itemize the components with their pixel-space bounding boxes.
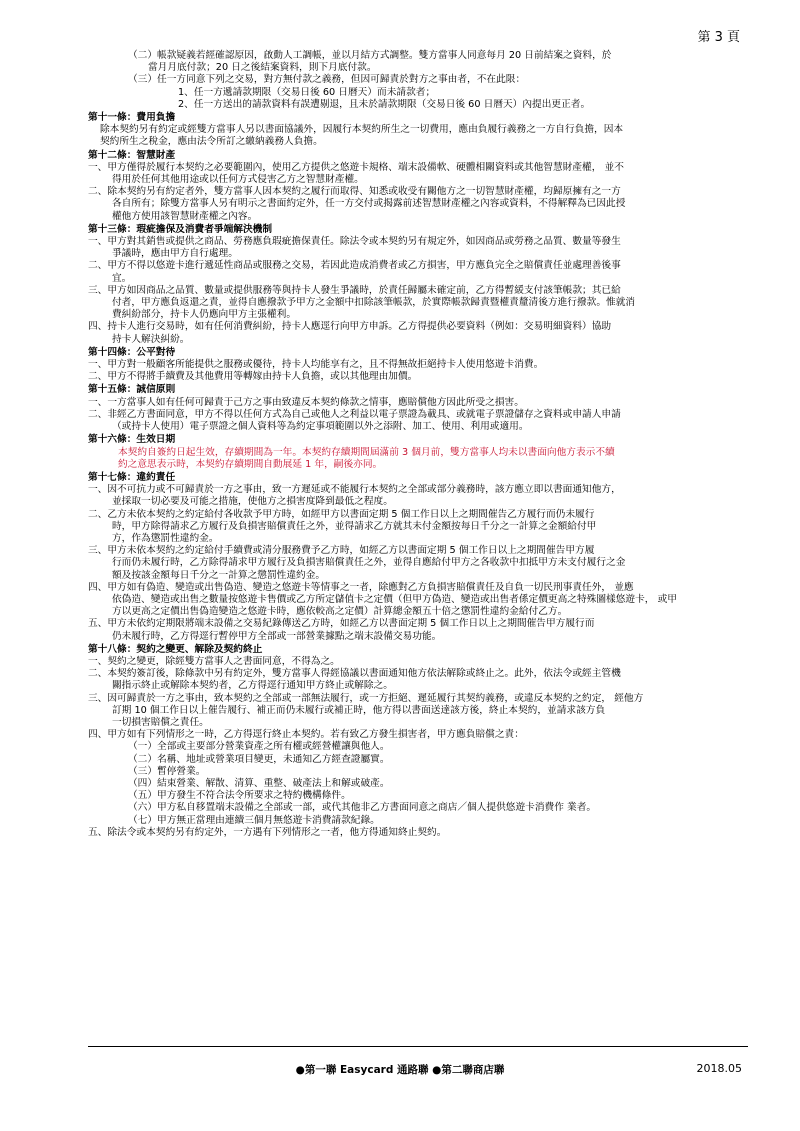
text-line: （六）甲方私自移置端末設備之全部或一部，或代其他非乙方書面同意之商店／個人提供悠遊卡消費作 業者。 bbox=[128, 802, 597, 814]
text-line: 2、任一方送出的請款資料有誤遭剔退，且未於請款期限（交易日後 60 日曆天）內提出更正者。 bbox=[178, 98, 591, 110]
text-line: 當月月底付款；20 日之後結案資料，則下月底付款。 bbox=[148, 62, 377, 74]
page-number: 第 3 頁 bbox=[697, 30, 740, 45]
text-line: 一、契約之變更，除經雙方當事人之書面同意，不得為之。 bbox=[88, 655, 340, 667]
text-line: 時，甲方除得請求乙方履行及負損害賠償責任之外，並得請求乙方就其未付金額按每日千分之一計算之金額給付甲 bbox=[112, 520, 597, 532]
text-line: 費糾紛部分，持卡人仍應向甲方主張權利。 bbox=[112, 309, 297, 321]
article-heading: 第十八條：契約之變更、解除及契約終止 bbox=[88, 643, 263, 655]
text-line: （四）結束營業、解散、清算、重整、破產法上和解或破產。 bbox=[128, 777, 390, 789]
text-line: 依偽造、變造或出售之數量按悠遊卡售價或乙方所定儲值卡之定價（但甲方偽造、變造或出售者係定價更高之特殊圖樣悠遊卡， 或甲 bbox=[112, 593, 677, 605]
text-line: （二）名稱、地址或營業項目變更，未通知乙方經查證屬實。 bbox=[128, 753, 390, 765]
contract-body bbox=[88, 50, 748, 839]
text-line: 二、乙方未依本契約之約定給付各收款予甲方時，如經甲方以書面定期 5 個工作日以上之期間催告乙方履行而仍未履行 bbox=[88, 508, 595, 520]
footer-copies: ●第一聯 Easycard 通路聯 ●第二聯商店聯 bbox=[295, 1064, 505, 1076]
article-heading: 第十三條：瑕疵擔保及消費者爭端解決機制 bbox=[88, 223, 273, 235]
text-line: 宜。 bbox=[112, 272, 132, 284]
text-line: 行而仍未履行時，乙方除得請求甲方履行及負損害賠償責任之外，並得自應給付甲方之各收款中扣抵甲方未支付履行之金 bbox=[112, 557, 626, 569]
article-heading: 第十四條：公平對待 bbox=[88, 346, 176, 358]
text-line: 1、任一方遞請款期限（交易日後 60 日曆天）而未請款者； bbox=[178, 86, 436, 98]
text-line: 四、甲方如有偽造、變造或出售偽造、變造之悠遊卡等情事之一者，除應對乙方負損害賠償責任及自負一切民刑事責任外， 並應 bbox=[88, 581, 634, 593]
text-line: 方以更高之定價出售偽造變造之悠遊卡時，應依較高之定價）計算總金額五十倍之懲罰性違約金給付乙方。 bbox=[112, 606, 568, 618]
text-line: 一、甲方對其銷售或提供之商品、勞務應負瑕疵擔保責任。除法令或本契約另有規定外，如因商品或勞務之品質、數量等發生 bbox=[88, 236, 621, 248]
text-line: 權他方使用該智慧財產權之內容。 bbox=[112, 210, 258, 222]
article-heading: 第十一條：費用負擔 bbox=[88, 112, 176, 124]
text-line: 一、一方當事人如有任何可歸責于己方之事由致違反本契約條款之情事，應賠償他方因此所受之損害。 bbox=[88, 396, 524, 408]
text-line: （或持卡人使用）電子票證之個人資料等為約定事項範圍以外之添附、加工、使用、利用或適用。 bbox=[112, 421, 529, 433]
footer-divider bbox=[88, 1046, 748, 1047]
text-line: 三、因可歸責於一方之事由，致本契約之全部或一部無法履行，或一方拒絕、遲延履行其契約義務，或違反本契約之約定， 經他方 bbox=[88, 692, 644, 704]
text-line: 一、甲方僅得於履行本契約之必要範圍內，使用乙方提供之悠遊卡規格、端末設備軟、硬體相關資料或其他智慧財產權， 並不 bbox=[88, 161, 624, 173]
text-line: （一）全部或主要部分營業資產之所有權或經營權讓與他人。 bbox=[128, 741, 390, 753]
article-heading: 第十六條：生效日期 bbox=[88, 434, 176, 446]
article-heading: 第十二條：智慧財產 bbox=[88, 149, 176, 161]
text-line: 一、因不可抗力或不可歸責於一方之事由，致一方遲延或不能履行本契約之全部或部分義務時，該方應立即以書面通知他方， bbox=[88, 484, 621, 496]
text-line: 並採取一切必要及可能之措施，使他方之損害度降到最低之程度。 bbox=[112, 496, 393, 508]
article-heading: 第十七條：違約責任 bbox=[88, 471, 176, 483]
text-line: 四、甲方如有下列情形之一時，乙方得逕行終止本契約。若有致乙方發生損害者，甲方應負賠償之責： bbox=[88, 729, 524, 741]
text-line: 各自所有；除雙方當事人另有明示之書面約定外，任一方交付或揭露前述智慧財產權之內容或資料，不得解釋為已因此授 bbox=[112, 198, 626, 210]
text-line: 訂期 10 個工作日以上催告履行、補正而仍未履行或補正時，他方得以書面送達該方後，終止本契約，並請求該方負 bbox=[112, 704, 606, 716]
text-line: 一、甲方對一般顧客所能提供之服務或優待，持卡人均能享有之，且不得無故拒絕持卡人使用悠遊卡消費。 bbox=[88, 359, 544, 371]
text-line: 五、除法令或本契約另有約定外，一方遇有下列情形之一者，他方得通知終止契約。 bbox=[88, 826, 447, 838]
text-line: 爭議時，應由甲方自行處理。 bbox=[112, 248, 238, 260]
text-line: 五、甲方未依約定期限將端末設備之交易紀錄傳送乙方時，如經乙方以書面定期 5 個工作日以上之期間催告甲方履行而 bbox=[88, 618, 595, 630]
text-line: （七）甲方無正當理由連續三個月無悠遊卡消費請款紀錄。 bbox=[128, 814, 380, 826]
text-line: （二）帳款疑義若經確認原因，啟動人工調帳，並以月結方式調整。雙方當事人同意每月 20 日前結案之資料，於 bbox=[128, 50, 612, 61]
text-line: 二、甲方不得將手續費及其他費用等轉嫁由持卡人負擔，或以其他理由加價。 bbox=[88, 371, 418, 383]
text-line: 三、甲方未依本契約之約定給付手續費或清分服務費予乙方時，如經乙方以書面定期 5 個工作日以上之期間催告甲方履 bbox=[88, 545, 595, 557]
text-line: 四、持卡人進行交易時，如有任何消費糾紛，持卡人應逕行向甲方申訴。乙方得提供必要資料（例如：交易明細資料）協助 bbox=[88, 321, 612, 333]
text-line: 除本契約另有約定或經雙方當事人另以書面協議外，因履行本契約所生之一切費用，應由負履行義務之一方自行負擔，因本 bbox=[100, 124, 624, 136]
text-line: 二、本契約簽訂後，除條款中另有約定外，雙方當事人得經協議以書面通知他方依法解除或終止之。此外，依法令或經主管機 bbox=[88, 668, 621, 680]
text-line: 一切損害賠償之責任。 bbox=[112, 716, 209, 728]
text-line: 契約所生之稅金，應由法令所訂之繳納義務人負擔。 bbox=[100, 136, 323, 148]
text-line: 二、除本契約另有約定者外，雙方當事人因本契約之履行而取得、知悉或收受有關他方之一切智慧財產權，均歸原擁有之一方 bbox=[88, 186, 621, 198]
text-line: 方，作為懲罰性違約金。 bbox=[112, 532, 219, 544]
text-line: 額及按該金額每日千分之一計算之懲罰性違約金。 bbox=[112, 569, 326, 581]
text-line: 持卡人解決糾紛。 bbox=[112, 333, 190, 345]
text-line: 二、甲方不得以悠遊卡進行遞延性商品或服務之交易，若因此造成消費者或乙方損害，甲方應負完全之賠償責任並處理善後事 bbox=[88, 260, 621, 272]
text-line: 約之意思表示時，本契約存續期間自動展延 1 年，嗣後亦同。 bbox=[118, 458, 383, 470]
article-heading: 第十五條：誠信原則 bbox=[88, 384, 176, 396]
text-line: 得用於任何其他用途或以任何方式侵害乙方之智慧財產權。 bbox=[112, 174, 364, 186]
text-line: 仍未履行時，乙方得逕行暫停甲方全部或一部營業據點之端末設備交易功能。 bbox=[112, 630, 442, 642]
text-line: （五）甲方發生不符合法令所要求之特約機構條件。 bbox=[128, 790, 351, 802]
footer-date: 2018.05 bbox=[696, 1062, 742, 1075]
text-line: 關指示終止或解除本契約者，乙方得逕行通知甲方終止或解除之。 bbox=[112, 680, 393, 692]
text-line: 付者，甲方應負返還之責，並得自應撥款予甲方之金額中扣除該筆帳款，於實際帳款歸責暨權責釐清後方進行撥款。惟就消 bbox=[112, 297, 636, 309]
text-line: 三、甲方如因商品之品質、數量或提供服務等與持卡人發生爭議時，於責任歸屬未確定前，乙方得暫緩支付該筆帳款；其已給 bbox=[88, 284, 621, 296]
text-line: 本契約自簽約日起生效，存續期間為一年。本契約存續期間屆滿前 3 個月前，雙方當事人均未以書面向他方表示不續 bbox=[118, 446, 615, 458]
text-line: （三）任一方同意下列之交易，對方無付款之義務，但因可歸責於對方之事由者，不在此限： bbox=[128, 74, 526, 86]
text-line: （三）暫停營業。 bbox=[128, 765, 206, 777]
text-line: 二、非經乙方書面同意，甲方不得以任何方式為自己或他人之利益以電子票證為載具、或就電子票證儲存之資料或申請人申請 bbox=[88, 408, 621, 420]
